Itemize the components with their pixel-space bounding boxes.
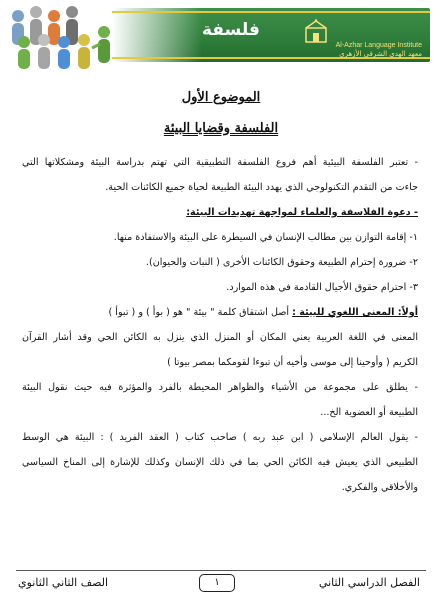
list-item: ٢- ضرورة إحترام الطبيعة وحقوق الكائنات الأخرى ( النبات والحيوان).: [145, 257, 418, 268]
section-heading: - دعوة الفلاسفة والعلماء لمواجهة تهديدات البيئة:: [186, 207, 418, 218]
list-item: ١- إقامة التوازن بين مطالب الإنسان في السيطرة على البيئة والاستفادة منها.: [113, 232, 418, 243]
institute-name-ar: معهد الهدى الشرقي الأزهري: [339, 50, 422, 58]
lesson-title: الفلسفة وقضايا البيئة: [163, 121, 279, 136]
page-number: ١: [199, 574, 235, 592]
page-header: [0, 0, 442, 88]
paragraph-line: - يقول العالم الإسلامي ( ابن عبد ربه ) صاحب كتاب ( العقد الفريد ) : البيئة هي الوسط: [22, 432, 418, 443]
paragraph-line: الكريم ( وأوحينا إلى موسى وأخيه أن تبوءا لقومكما بمصر بيوتا ): [167, 357, 418, 368]
topic-heading: الموضوع الأول: [181, 90, 261, 105]
lesson-body: [22, 150, 418, 500]
people-group-illustration: [4, 2, 122, 72]
meaning-heading: أولاً: المعنى اللغوي للبيئة :: [292, 307, 418, 318]
subject-title: فلسفة: [202, 20, 260, 40]
list-item: ٣- احترام حقوق الأجيال القادمة في هذه الموارد.: [226, 282, 418, 293]
institute-logo-icon: [302, 18, 330, 46]
footer-divider: [16, 570, 426, 571]
paragraph-line: المعنى في اللغة العربية يعني المكان أو المنزل الذي ينزل به الكائن الحي وقد أشار القرآن: [22, 332, 418, 343]
meaning-text: أصل اشتقاق كلمة " بيئة " هو ( بوأ ) و ( تبوأ ): [108, 307, 290, 318]
footer-term: الفصل الدراسي الثاني: [318, 576, 420, 589]
institute-name-en: Al-Azhar Language Institute: [335, 42, 422, 49]
paragraph-line: - يطلق على مجموعة من الأشياء والظواهر المحيطة بالفرد والمؤثرة فيه حيث نقول البيئة: [22, 382, 418, 393]
paragraph-line: الطبيعي الذي يعيش فيه الكائن الحي بما في ذلك الإنسان وكذلك للإشارة إلى المناخ السياسي: [22, 457, 418, 468]
meaning-line: [22, 300, 418, 325]
paragraph-line: والأخلاقي والفكري.: [341, 482, 418, 493]
subject-banner: [112, 8, 430, 62]
paragraph-line: جاءت من التقدم التكنولوجي الذي يهدد البيئة الطبيعة لحياة جميع الكائنات الحية.: [105, 182, 418, 193]
footer-grade: الصف الثاني الثانوي: [18, 576, 109, 589]
paragraph-line: - تعتبر الفلسفة البيئية أهم فروع الفلسفة التطبيقية التي تهتم بدراسة البيئة ومشكلاتها التي: [22, 157, 418, 168]
paragraph-line: الطبيعة أو العضوية الخ...: [320, 407, 418, 418]
